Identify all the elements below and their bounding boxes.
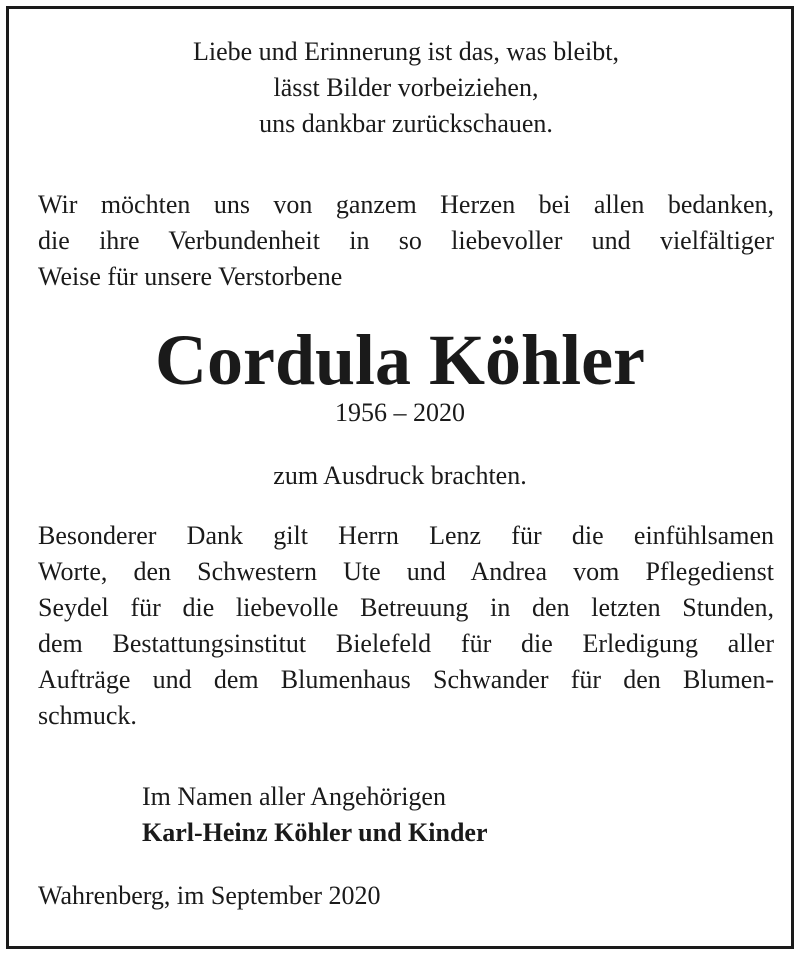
intro-line: Weise für unsere Verstorbene xyxy=(38,262,343,291)
expressed-line: zum Ausdruck brachten. xyxy=(273,461,527,490)
poem-verse xyxy=(38,34,774,142)
life-years: 1956 – 2020 xyxy=(335,398,465,427)
thanks-line: Seydel für die liebevolle Betreuung in den letzten Stunden, xyxy=(38,593,774,622)
poem-line: lässt Bilder vorbeiziehen, xyxy=(273,73,539,102)
intro-line: Wir möchten uns von ganzem Herzen bei allen bedanken, xyxy=(38,190,774,219)
thanks-line: dem Bestattungsinstitut Bielefeld für die Erledigung aller xyxy=(38,629,774,658)
place-and-date: Wahrenberg, im September 2020 xyxy=(38,881,381,910)
poem-line: uns dankbar zurückschauen. xyxy=(259,109,553,138)
intro-line: die ihre Verbundenheit in so liebevoller und vielfältiger xyxy=(38,226,774,255)
thanks-line: schmuck. xyxy=(38,701,137,730)
poem-line: Liebe und Erinnerung ist das, was bleibt, xyxy=(192,37,620,66)
signature-names: Karl-Heinz Köhler und Kinder xyxy=(142,818,488,847)
deceased-name: Cordula Köhler xyxy=(154,320,645,400)
thanks-line: Worte, den Schwestern Ute und Andrea vom Pflegedienst xyxy=(38,557,774,586)
obituary-notice xyxy=(6,6,794,949)
thanks-line: Aufträge und dem Blumenhaus Schwander für den Blumen- xyxy=(38,665,774,694)
thanks-paragraph xyxy=(38,518,774,734)
signature-block xyxy=(142,779,487,851)
intro-paragraph xyxy=(38,187,774,295)
thanks-line: Besonderer Dank gilt Herrn Lenz für die einfühlsamen xyxy=(38,521,774,550)
signature-intro: Im Namen aller Angehörigen xyxy=(142,782,446,811)
